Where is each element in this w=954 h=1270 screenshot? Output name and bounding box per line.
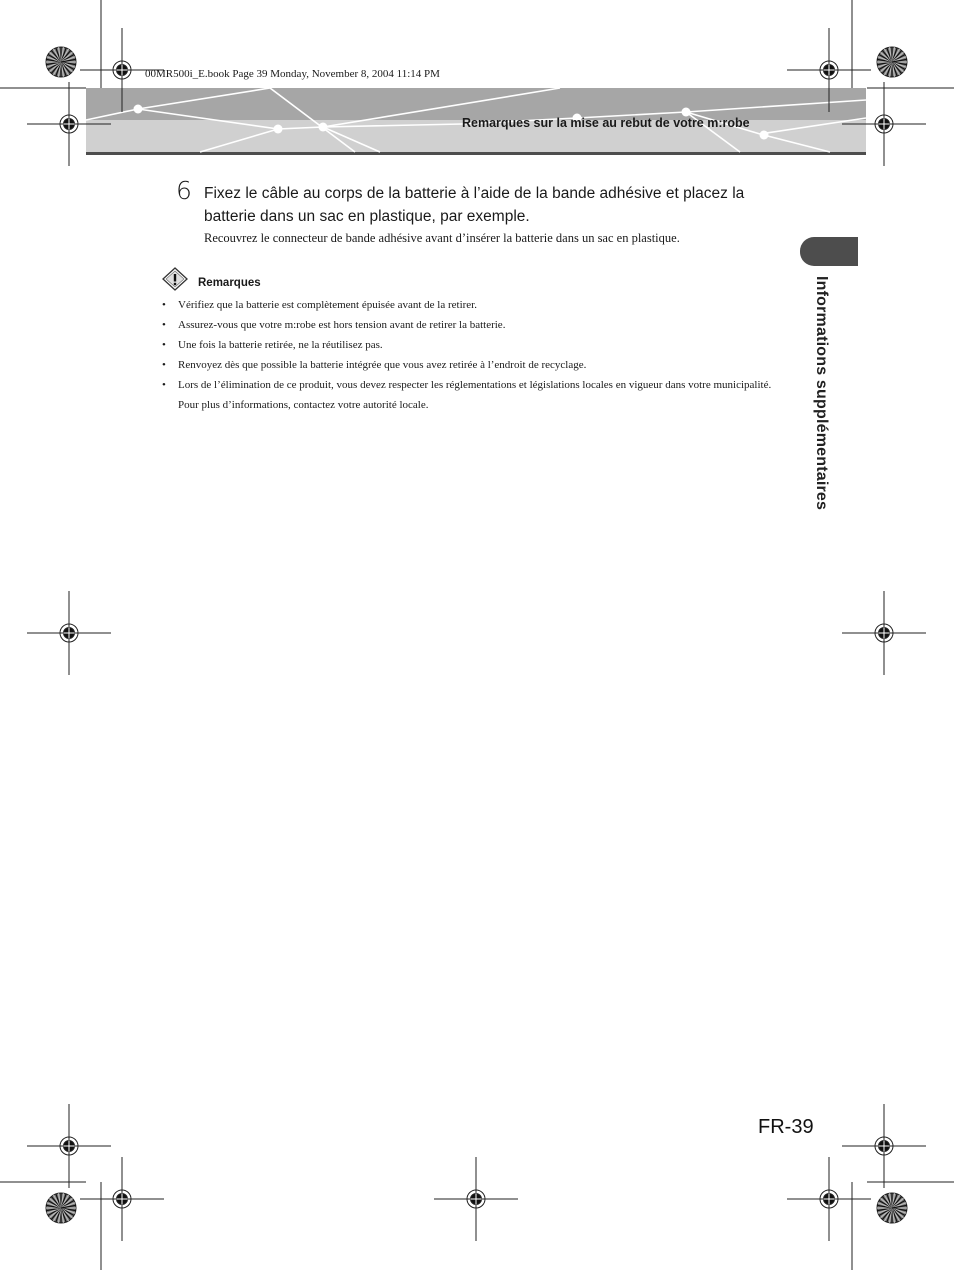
list-item <box>162 375 792 415</box>
step-number: 6 <box>176 176 192 205</box>
note-text: Lors de l’élimination de ce produit, vous devez respecter les réglementations et législations locales en vigueur dans votre municipalité. Pour plus d’informations, contactez votre autorité locale. <box>178 379 772 411</box>
bullet-icon: • <box>162 339 166 351</box>
bullet-icon: • <box>162 359 166 371</box>
registration-target-icon <box>27 591 111 675</box>
list-item <box>162 315 792 335</box>
registration-target-icon <box>842 1104 926 1188</box>
bullet-icon: • <box>162 319 166 331</box>
list-item <box>162 335 792 355</box>
registration-target-icon <box>434 1157 518 1241</box>
header-title: Remarques sur la mise au rebut de votre m:robe <box>462 116 750 130</box>
notes-title: Remarques <box>198 277 261 289</box>
warning-icon <box>162 267 188 291</box>
step-subtext: Recouvrez le connecteur de bande adhésive avant d’insérer la batterie dans un sac en plastique. <box>204 231 680 245</box>
note-text: Assurez-vous que votre m:robe est hors tension avant de retirer la batterie. <box>178 319 506 331</box>
section-side-label: Informations supplémentaires <box>813 276 830 511</box>
registration-target-icon <box>27 1104 111 1188</box>
registration-target-icon <box>80 1157 164 1241</box>
bullet-icon: • <box>162 379 166 391</box>
step-instruction: Fixez le câble au corps de la batterie à l’aide de la bande adhésive et placez la batterie dans un sac en plastique, par exemple. <box>204 185 745 225</box>
note-text: Renvoyez dès que possible la batterie intégrée que vous avez retirée à l’endroit de recyclage. <box>178 359 587 371</box>
starburst-mark-icon <box>46 47 76 77</box>
list-item <box>162 355 792 375</box>
list-item <box>162 295 792 315</box>
section-tab <box>800 237 858 266</box>
registration-target-icon <box>787 1157 871 1241</box>
starburst-mark-icon <box>877 47 907 77</box>
starburst-mark-icon <box>877 1193 907 1223</box>
notes-list <box>162 295 792 415</box>
note-text: Une fois la batterie retirée, ne la réutilisez pas. <box>178 339 383 351</box>
registration-target-icon <box>842 591 926 675</box>
page-number: FR-39 <box>758 1116 814 1138</box>
bullet-icon: • <box>162 299 166 311</box>
file-info: 00MR500i_E.book Page 39 Monday, November 8, 2004 11:14 PM <box>145 68 440 80</box>
note-text: Vérifiez que la batterie est complètement épuisée avant de la retirer. <box>178 299 477 311</box>
starburst-mark-icon <box>46 1193 76 1223</box>
